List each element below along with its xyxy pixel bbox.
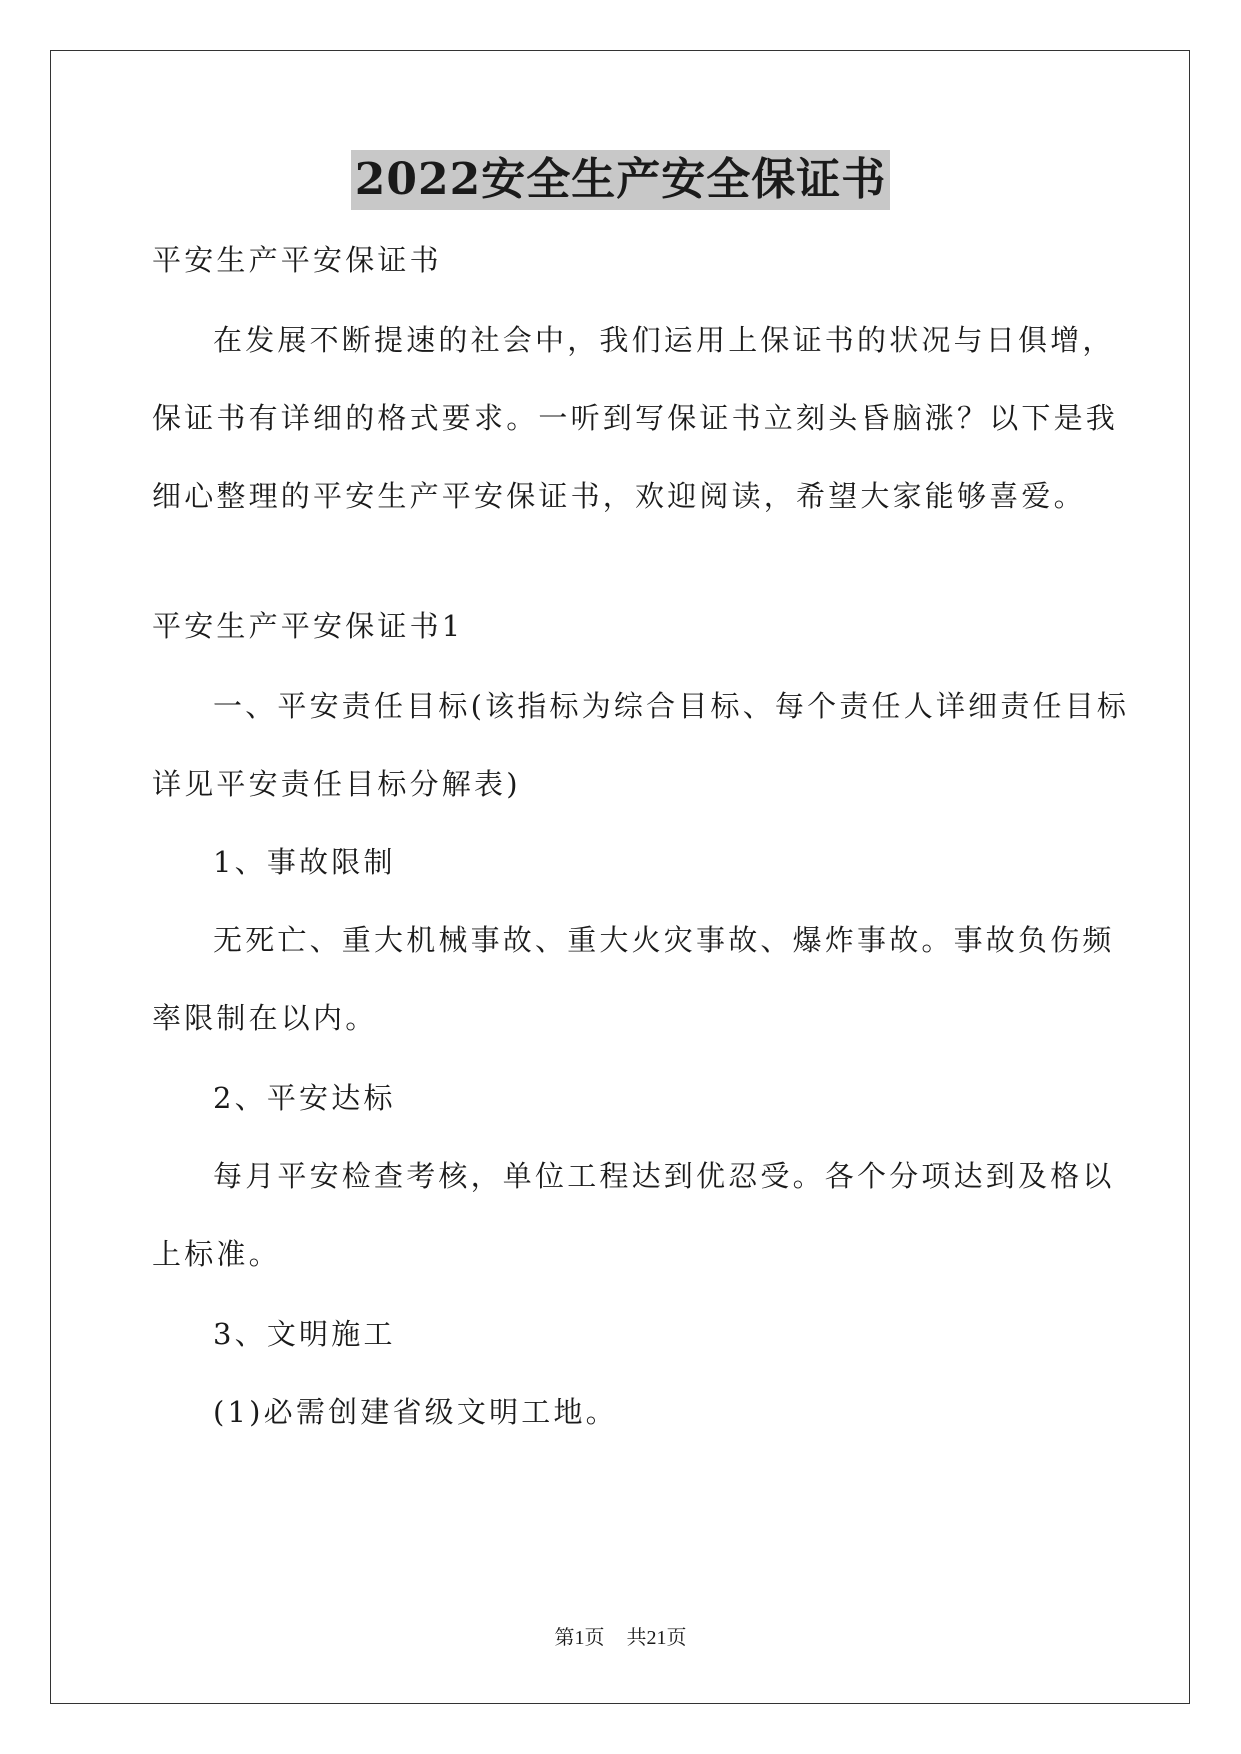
page-number: 第1页 <box>554 1627 605 1649</box>
body-line-14: 3、文明施工 <box>213 1317 396 1351</box>
body-line-5: 平安生产平安保证书1 <box>152 609 464 643</box>
body-line-15: (1)必需创建省级文明工地。 <box>213 1395 618 1429</box>
body-line-10: 率限制在以内。 <box>152 1001 378 1035</box>
page-footer <box>0 1624 1241 1652</box>
body-line-7: 详见平安责任目标分解表) <box>152 767 521 801</box>
body-line-9: 无死亡、重大机械事故、重大火灾事故、爆炸事故。事故负伤频 <box>213 923 1115 957</box>
body-line-4: 细心整理的平安生产平安保证书，欢迎阅读，希望大家能够喜爱。 <box>152 479 1086 513</box>
body-line-2: 在发展不断提速的社会中，我们运用上保证书的状况与日俱增， <box>213 323 1115 357</box>
body-line-8: 1、事故限制 <box>213 845 396 879</box>
body-line-11: 2、平安达标 <box>213 1081 396 1115</box>
body-line-13: 上标准。 <box>152 1237 281 1271</box>
body-line-3: 保证书有详细的格式要求。一听到写保证书立刻头昏脑涨？以下是我 <box>152 401 1119 435</box>
body-line-12: 每月平安检查考核，单位工程达到优忍受。各个分项达到及格以 <box>213 1159 1115 1193</box>
page-total: 共21页 <box>626 1627 687 1649</box>
document-title: 2022安全生产安全保证书 <box>351 150 890 210</box>
body-line-6: 一、平安责任目标(该指标为综合目标、每个责任人详细责任目标 <box>213 689 1130 723</box>
body-line-1: 平安生产平安保证书 <box>152 243 442 277</box>
title-container <box>0 150 1241 210</box>
